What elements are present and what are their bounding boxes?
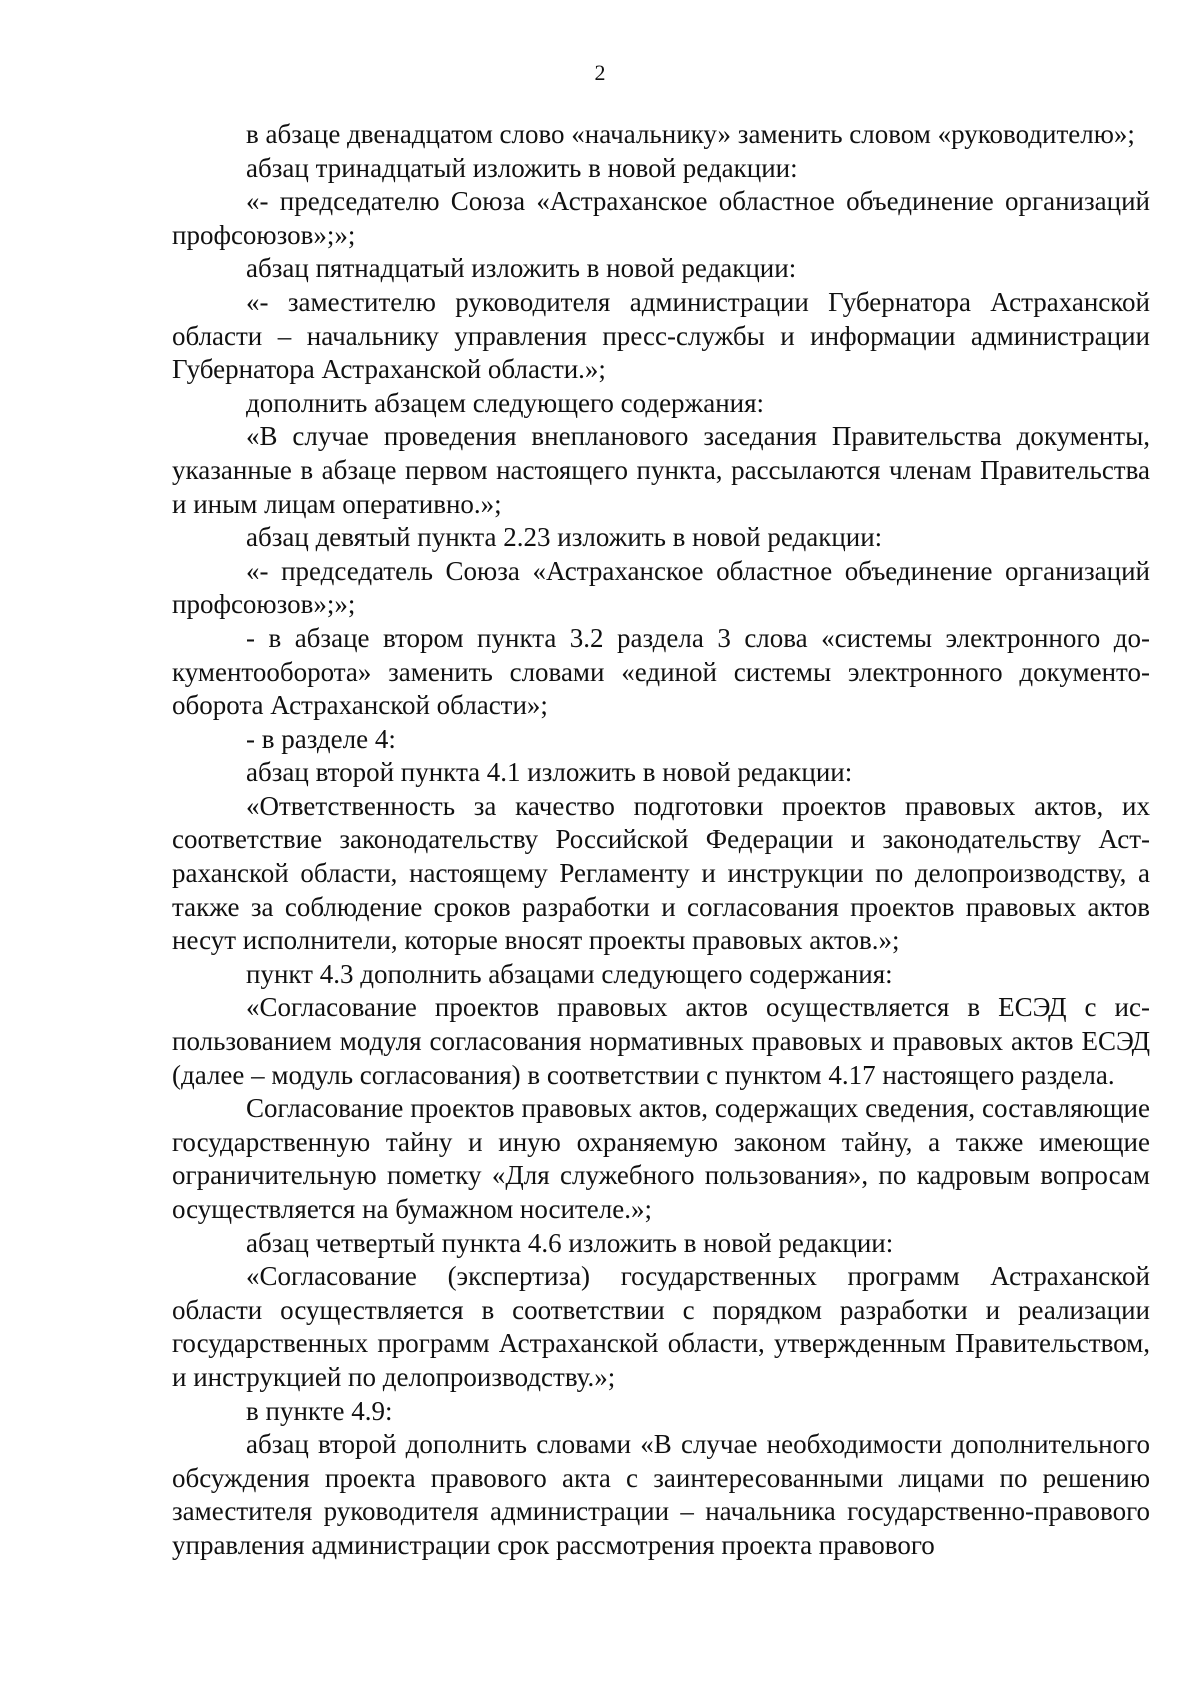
page-number: 2 <box>594 60 606 85</box>
paragraph: абзац второй дополнить словами «В случае необходимости дополнительного обсуждения проекта правового акта с заинтересованными лицами по решению заместителя руководителя администрации – начальника государственно-правового управления администрации срок рассмотрения проекта правового <box>172 1429 1150 1560</box>
document-body <box>172 118 1150 1563</box>
paragraph: «Согласование (экспертиза) государственных программ Астраханской области осуществляется в соответствии с порядком разработки и реализации государственных программ Астраханской области, утвержденным Правительством, и инструкцией по делопроизводству.»; <box>172 1261 1150 1392</box>
paragraph: в абзаце двенадцатом слово «начальнику» заменить словом «руководителю»; <box>246 119 1135 149</box>
paragraph: Согласование проектов правовых актов, содержащих сведения, составляющие государственную тайну и иную охраняемую законом тайну, а также имеющие ограничительную пометку «Для служебного пользования», по кадровым вопросам осуществляется на бумажном носителе.»; <box>172 1093 1150 1224</box>
paragraph: абзац второй пункта 4.1 изложить в новой редакции: <box>246 757 853 788</box>
paragraph: абзац четвертый пункта 4.6 изложить в новой редакции: <box>246 1227 894 1258</box>
paragraph: - в разделе 4: <box>246 723 396 754</box>
paragraph: абзац девятый пункта 2.23 изложить в новой редакции: <box>246 522 883 553</box>
paragraph: «- председатель Союза «Астраханское областное объединение организаций профсоюзов»;»; <box>172 555 1150 620</box>
paragraph: в пункте 4.9: <box>246 1395 393 1426</box>
paragraph: абзац пятнадцатый изложить в новой редакции: <box>246 253 797 284</box>
paragraph: «- заместителю руководителя администрации Губернатора Астраханской области – начальнику управления пресс-службы и информации администрации Губернатора Астраханской области.»; <box>172 286 1150 385</box>
paragraph: абзац тринадцатый изложить в новой редакции: <box>246 152 798 183</box>
paragraph: «В случае проведения внепланового заседания Правительства документы, указанные в абзаце первом настоящего пункта, рассылаются членам Правительства и иным лицам оперативно.»; <box>172 421 1150 519</box>
paragraph: «- председателю Союза «Астраханское областное объединение организаций профсоюзов»;»; <box>172 186 1150 250</box>
paragraph: «Ответственность за качество подготовки проектов правовых актов, их соответствие законодательству Российской Федерации и законодательству Астраханской области, настоящему Регламенту и инструкции по делопроизводству, а также за соблюдение сроков разработки и согласования проектов правовых актов несут исполнители, которые вносят проекты правовых актов.»; <box>172 790 1150 956</box>
paragraph: пункт 4.3 дополнить абзацами следующего содержания: <box>246 958 893 989</box>
paragraph: «Согласование проектов правовых актов осуществляется в ЕСЭД с использованием модуля согласования нормативных правовых и правовых актов ЕСЭД (далее – модуль согласования) в соответствии с пунктом 4.17 настоящего раздела. <box>172 992 1150 1090</box>
paragraph: - в абзаце втором пункта 3.2 раздела 3 слова «системы электронного документооборота» заменить словами «единой системы электронного документооборота Астраханской области»; <box>172 622 1150 721</box>
paragraph: дополнить абзацем следующего содержания: <box>246 387 765 418</box>
